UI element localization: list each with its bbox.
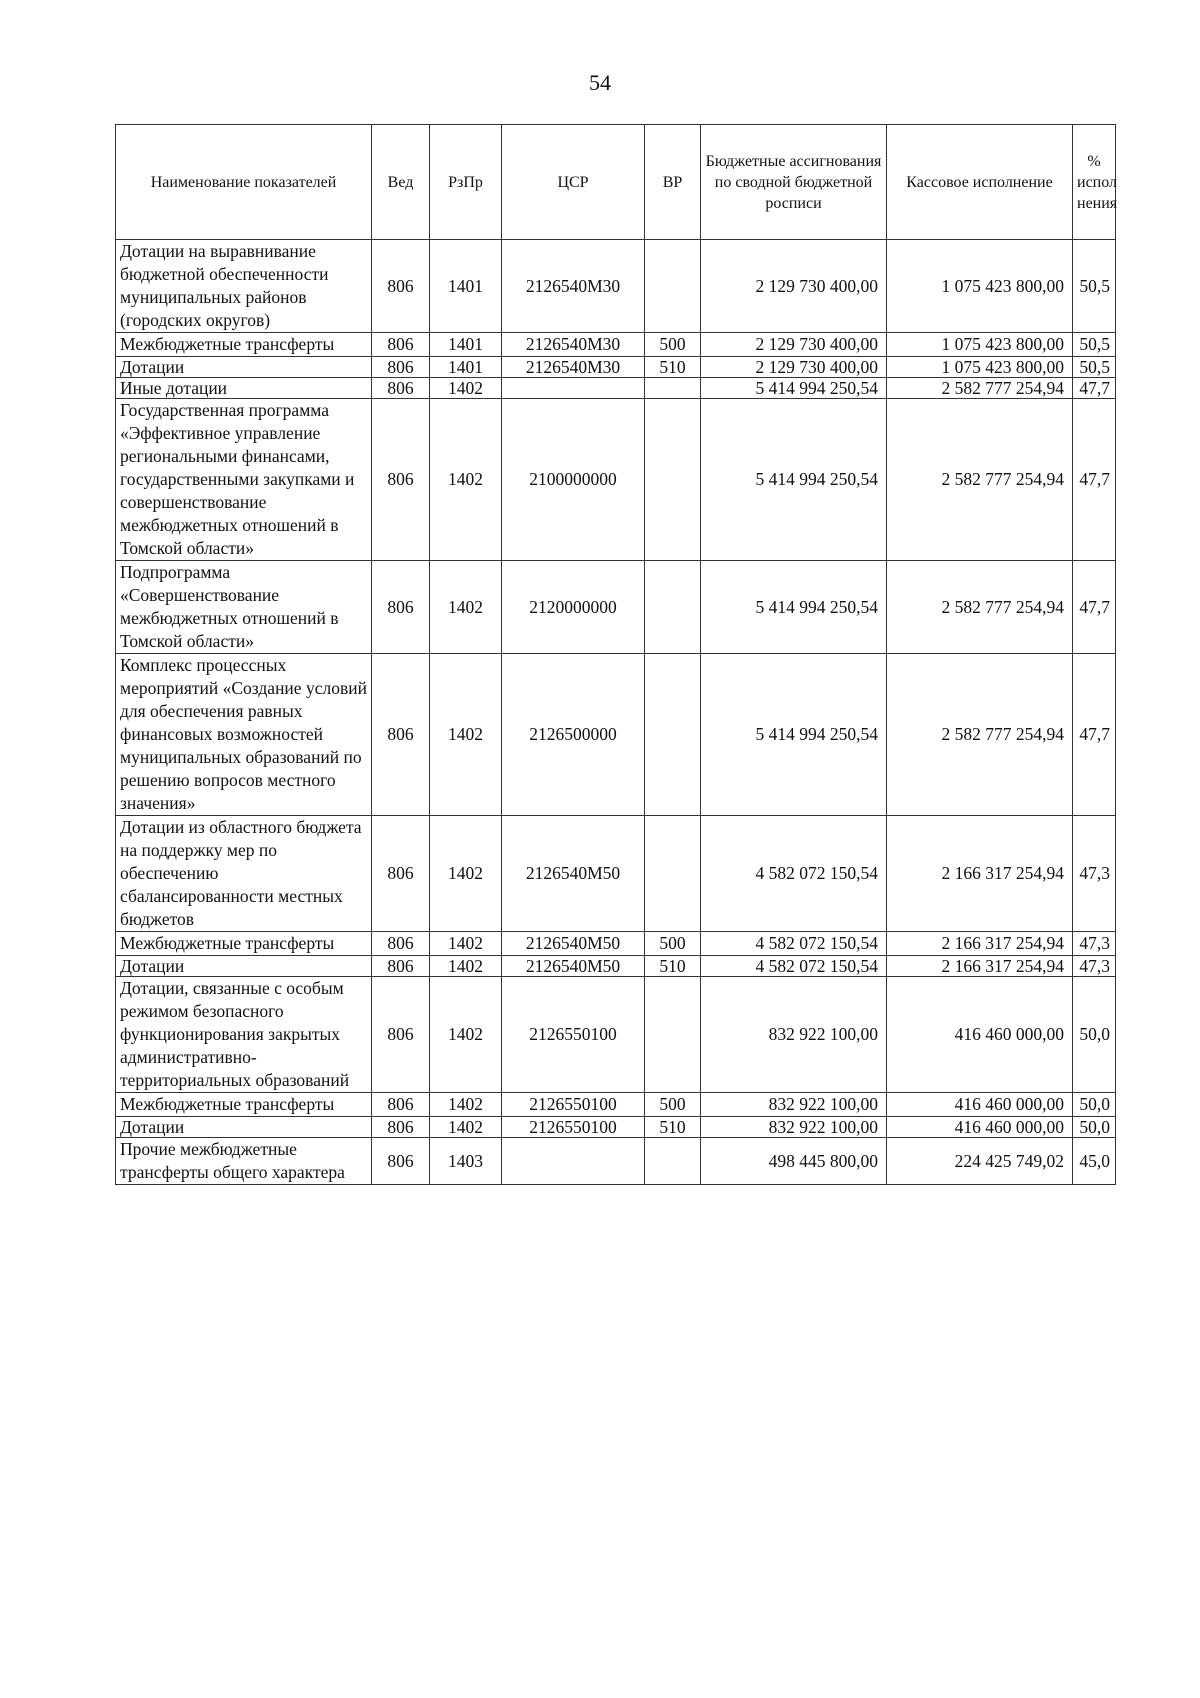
header-ved: Вед: [372, 125, 430, 240]
cell-name: Межбюджетные трансферты: [116, 932, 372, 956]
header-exec: Кассовое исполнение: [887, 125, 1073, 240]
cell-plan: 832 922 100,00: [701, 977, 887, 1093]
cell-ved: 806: [372, 1138, 430, 1185]
cell-exec: 2 582 777 254,94: [887, 399, 1073, 561]
cell-ved: 806: [372, 932, 430, 956]
cell-pct: 50,0: [1073, 1117, 1116, 1138]
cell-exec: 416 460 000,00: [887, 977, 1073, 1093]
header-plan: Бюджетные ассигнования по сводной бюджетной росписи: [701, 125, 887, 240]
cell-ved: 806: [372, 816, 430, 932]
cell-name: Дотации на выравнивание бюджетной обеспеченности муниципальных районов (городских округов): [116, 240, 372, 333]
cell-name: Дотации: [116, 956, 372, 977]
cell-rzpr: 1402: [430, 561, 502, 654]
cell-vr: [645, 816, 701, 932]
cell-csr: 2100000000: [502, 399, 645, 561]
cell-vr: 510: [645, 357, 701, 378]
cell-rzpr: 1403: [430, 1138, 502, 1185]
cell-ved: 806: [372, 956, 430, 977]
cell-vr: [645, 399, 701, 561]
cell-rzpr: 1401: [430, 333, 502, 357]
cell-csr: 2126540М30: [502, 333, 645, 357]
cell-ved: 806: [372, 240, 430, 333]
cell-exec: 416 460 000,00: [887, 1117, 1073, 1138]
cell-ved: 806: [372, 399, 430, 561]
cell-csr: 2126540М30: [502, 240, 645, 333]
cell-plan: 832 922 100,00: [701, 1117, 887, 1138]
cell-ved: 806: [372, 977, 430, 1093]
table-row: [116, 1093, 1116, 1117]
table-row: [116, 654, 1116, 816]
table-row: [116, 1138, 1116, 1185]
cell-pct: 47,7: [1073, 561, 1116, 654]
cell-rzpr: 1401: [430, 357, 502, 378]
cell-exec: 2 582 777 254,94: [887, 378, 1073, 399]
table-header-row: [116, 125, 1116, 240]
header-vr: ВР: [645, 125, 701, 240]
cell-exec: 2 166 317 254,94: [887, 956, 1073, 977]
cell-exec: 1 075 423 800,00: [887, 333, 1073, 357]
cell-csr: 2126540М50: [502, 932, 645, 956]
cell-rzpr: 1401: [430, 240, 502, 333]
cell-plan: 832 922 100,00: [701, 1093, 887, 1117]
header-csr: ЦСР: [502, 125, 645, 240]
cell-pct: 50,5: [1073, 333, 1116, 357]
cell-vr: [645, 561, 701, 654]
cell-vr: [645, 378, 701, 399]
cell-name: Дотации: [116, 357, 372, 378]
cell-rzpr: 1402: [430, 932, 502, 956]
cell-csr: 2126540М50: [502, 816, 645, 932]
cell-plan: 498 445 800,00: [701, 1138, 887, 1185]
cell-rzpr: 1402: [430, 654, 502, 816]
cell-vr: [645, 240, 701, 333]
cell-pct: 47,7: [1073, 399, 1116, 561]
cell-pct: 47,3: [1073, 932, 1116, 956]
cell-plan: 2 129 730 400,00: [701, 357, 887, 378]
cell-name: Дотации, связанные с особым режимом безопасного функционирования закрытых административно-территориальных образований: [116, 977, 372, 1093]
cell-pct: 47,7: [1073, 654, 1116, 816]
cell-plan: 4 582 072 150,54: [701, 932, 887, 956]
cell-plan: 4 582 072 150,54: [701, 816, 887, 932]
cell-pct: 47,7: [1073, 378, 1116, 399]
cell-csr: 2126500000: [502, 654, 645, 816]
cell-vr: [645, 977, 701, 1093]
cell-ved: 806: [372, 333, 430, 357]
cell-ved: 806: [372, 561, 430, 654]
cell-plan: 2 129 730 400,00: [701, 240, 887, 333]
cell-pct: 47,3: [1073, 956, 1116, 977]
cell-csr: 2126540М50: [502, 956, 645, 977]
cell-rzpr: 1402: [430, 956, 502, 977]
cell-exec: 2 582 777 254,94: [887, 654, 1073, 816]
cell-name: Дотации: [116, 1117, 372, 1138]
cell-csr: [502, 1138, 645, 1185]
table-row: [116, 399, 1116, 561]
cell-name: Межбюджетные трансферты: [116, 1093, 372, 1117]
cell-ved: 806: [372, 1093, 430, 1117]
cell-name: Государственная программа «Эффективное управление региональными финансами, государственными закупками и совершенствование межбюджетных отношений в Томской области»: [116, 399, 372, 561]
cell-exec: 416 460 000,00: [887, 1093, 1073, 1117]
cell-plan: 5 414 994 250,54: [701, 561, 887, 654]
cell-vr: 500: [645, 333, 701, 357]
cell-plan: 5 414 994 250,54: [701, 399, 887, 561]
cell-vr: [645, 1138, 701, 1185]
cell-name: Иные дотации: [116, 378, 372, 399]
cell-rzpr: 1402: [430, 816, 502, 932]
cell-name: Комплекс процессных мероприятий «Создание условий для обеспечения равных финансовых возможностей муниципальных образований по решению вопросов местного значения»: [116, 654, 372, 816]
cell-csr: 2126550100: [502, 1093, 645, 1117]
page-number: 54: [589, 70, 611, 95]
budget-execution-table: [115, 124, 1116, 1185]
cell-plan: 5 414 994 250,54: [701, 654, 887, 816]
table-row: [116, 956, 1116, 977]
cell-vr: 510: [645, 1117, 701, 1138]
table-row: [116, 1117, 1116, 1138]
cell-ved: 806: [372, 357, 430, 378]
cell-rzpr: 1402: [430, 399, 502, 561]
cell-plan: 2 129 730 400,00: [701, 333, 887, 357]
cell-csr: [502, 378, 645, 399]
cell-exec: 2 166 317 254,94: [887, 932, 1073, 956]
table-row: [116, 240, 1116, 333]
cell-ved: 806: [372, 1117, 430, 1138]
cell-csr: 2126550100: [502, 977, 645, 1093]
cell-csr: 2120000000: [502, 561, 645, 654]
cell-rzpr: 1402: [430, 977, 502, 1093]
cell-pct: 45,0: [1073, 1138, 1116, 1185]
cell-exec: 1 075 423 800,00: [887, 240, 1073, 333]
cell-pct: 50,0: [1073, 1093, 1116, 1117]
cell-pct: 50,0: [1073, 977, 1116, 1093]
cell-ved: 806: [372, 654, 430, 816]
cell-plan: 5 414 994 250,54: [701, 378, 887, 399]
cell-exec: 2 582 777 254,94: [887, 561, 1073, 654]
table-row: [116, 561, 1116, 654]
cell-vr: [645, 654, 701, 816]
cell-vr: 510: [645, 956, 701, 977]
cell-ved: 806: [372, 378, 430, 399]
cell-plan: 4 582 072 150,54: [701, 956, 887, 977]
table-row: [116, 932, 1116, 956]
cell-rzpr: 1402: [430, 1093, 502, 1117]
cell-name: Прочие межбюджетные трансферты общего характера: [116, 1138, 372, 1185]
cell-vr: 500: [645, 1093, 701, 1117]
cell-name: Межбюджетные трансферты: [116, 333, 372, 357]
cell-exec: 2 166 317 254,94: [887, 816, 1073, 932]
cell-rzpr: 1402: [430, 378, 502, 399]
cell-pct: 50,5: [1073, 240, 1116, 333]
cell-csr: 2126540М30: [502, 357, 645, 378]
header-pct: % испол нения: [1073, 125, 1116, 240]
cell-exec: 224 425 749,02: [887, 1138, 1073, 1185]
cell-vr: 500: [645, 932, 701, 956]
cell-pct: 47,3: [1073, 816, 1116, 932]
table-row: [116, 333, 1116, 357]
table-row: [116, 357, 1116, 378]
header-name: Наименование показателей: [116, 125, 372, 240]
table-row: [116, 378, 1116, 399]
cell-rzpr: 1402: [430, 1117, 502, 1138]
cell-exec: 1 075 423 800,00: [887, 357, 1073, 378]
cell-csr: 2126550100: [502, 1117, 645, 1138]
cell-name: Дотации из областного бюджета на поддержку мер по обеспечению сбалансированности местных бюджетов: [116, 816, 372, 932]
cell-pct: 50,5: [1073, 357, 1116, 378]
table-row: [116, 816, 1116, 932]
header-rzpr: РзПр: [430, 125, 502, 240]
table-row: [116, 977, 1116, 1093]
cell-name: Подпрограмма «Совершенствование межбюджетных отношений в Томской области»: [116, 561, 372, 654]
